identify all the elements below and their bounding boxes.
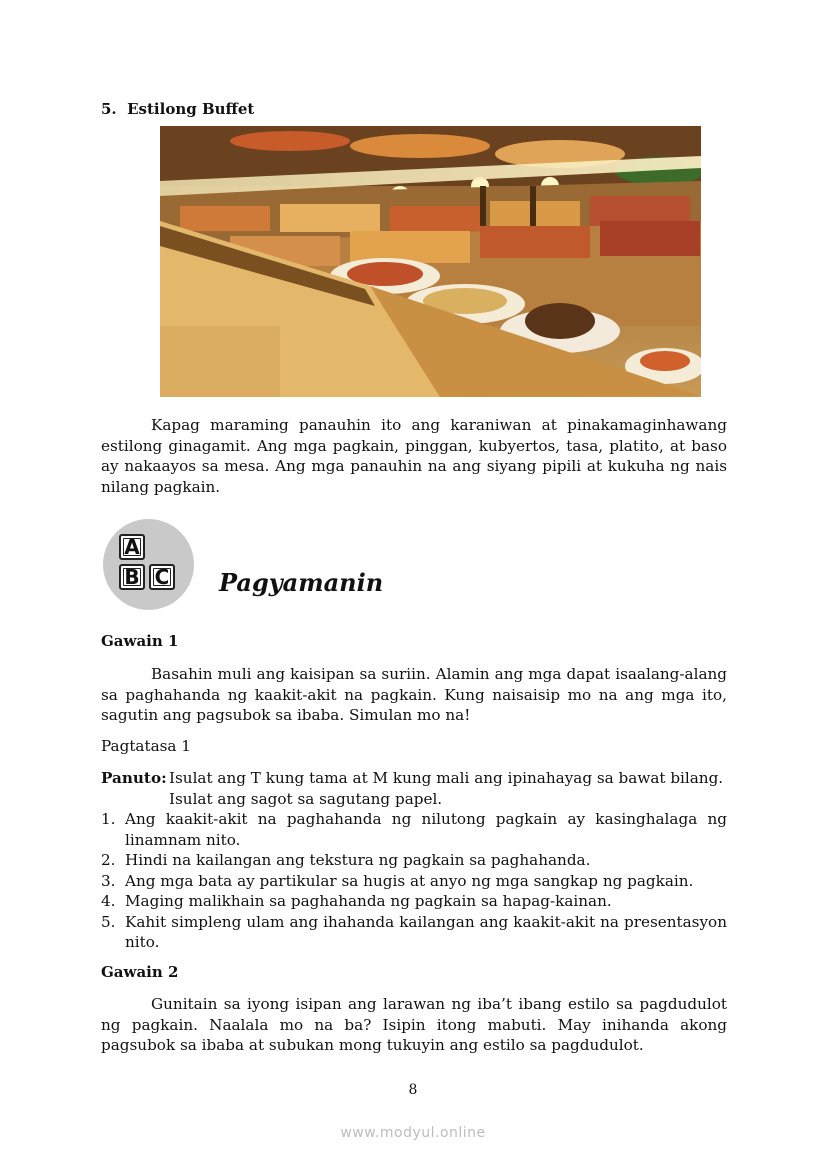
item-text: Kahit simpleng ulam ang ihahanda kailangan ang kaakit-akit na presentasyon nito. bbox=[125, 912, 727, 951]
item-number: 4. bbox=[101, 892, 116, 910]
abc-blocks-icon bbox=[103, 519, 194, 610]
list-item bbox=[101, 809, 727, 850]
gawain-1-heading: Gawain 1 bbox=[101, 632, 179, 650]
watermark: www.modyul.online bbox=[340, 1125, 486, 1141]
section-title: Pagyamanin bbox=[219, 568, 384, 597]
item-text: Maging malikhain sa paghahanda ng pagkain sa hapag-kainan. bbox=[125, 892, 612, 910]
page-number: 8 bbox=[408, 1082, 418, 1098]
panuto-line-1: Isulat ang T kung tama at M kung mali ang ipinahayag sa bawat bilang. bbox=[169, 769, 724, 787]
block-c: C bbox=[149, 564, 175, 590]
section-5-heading bbox=[101, 100, 254, 118]
list-item bbox=[101, 871, 727, 892]
list-item bbox=[101, 912, 727, 953]
buffet-description: Kapag maraming panauhin ito ang karaniwan at pinakamaginhawang estilong ginagamit. Ang mga pagkain, pinggan, kubyertos, tasa, platito, at baso ay nakaayos sa mesa. Ang mga panauhin na ang siyang pipili at kukuha ng nais nilang pagkain. bbox=[101, 416, 727, 496]
block-a: A bbox=[119, 534, 145, 560]
section-number: 5. bbox=[101, 100, 117, 118]
panuto-block bbox=[101, 768, 727, 809]
pagtatasa-label: Pagtatasa 1 bbox=[101, 737, 191, 755]
item-number: 3. bbox=[101, 871, 116, 890]
question-list bbox=[101, 809, 727, 953]
list-item bbox=[101, 891, 727, 912]
item-text: Hindi na kailangan ang tekstura ng pagkain sa paghahanda. bbox=[125, 851, 591, 869]
list-item bbox=[101, 850, 727, 871]
gawain-2-heading: Gawain 2 bbox=[101, 963, 179, 981]
item-number: 5. bbox=[101, 912, 116, 931]
item-text: Ang kaakit-akit na paghahanda ng nilutong pagkain ay kasinghalaga ng linamnam nito. bbox=[125, 810, 727, 849]
buffet-photo bbox=[160, 126, 701, 397]
item-number: 1. bbox=[101, 810, 116, 828]
item-text: Ang mga bata ay partikular sa hugis at anyo ng mga sangkap ng pagkain. bbox=[125, 871, 694, 890]
gawain-2-paragraph: Gunitain sa iyong isipan ang larawan ng iba’t ibang estilo sa pagdudulot ng pagkain. Naalala mo na ba? Isipin itong mabuti. May inihanda akong pagsubok sa ibaba at subukan mong tukuyin ang estilo sa pagdudulot. bbox=[101, 995, 727, 1054]
panuto-label: Panuto: bbox=[101, 769, 167, 787]
item-number: 2. bbox=[101, 851, 116, 869]
section-title-buffet: Estilong Buffet bbox=[127, 100, 255, 118]
block-b: B bbox=[119, 564, 145, 590]
gawain-1-paragraph: Basahin muli ang kaisipan sa suriin. Alamin ang mga dapat isaalang-alang sa paghahanda ng kaakit-akit na pagkain. Kung naisaisip mo na ang mga ito, sagutin ang pagsubok sa ibaba. Simulan mo na! bbox=[101, 665, 727, 724]
panuto-line-2: Isulat ang sagot sa sagutang papel. bbox=[169, 789, 443, 808]
